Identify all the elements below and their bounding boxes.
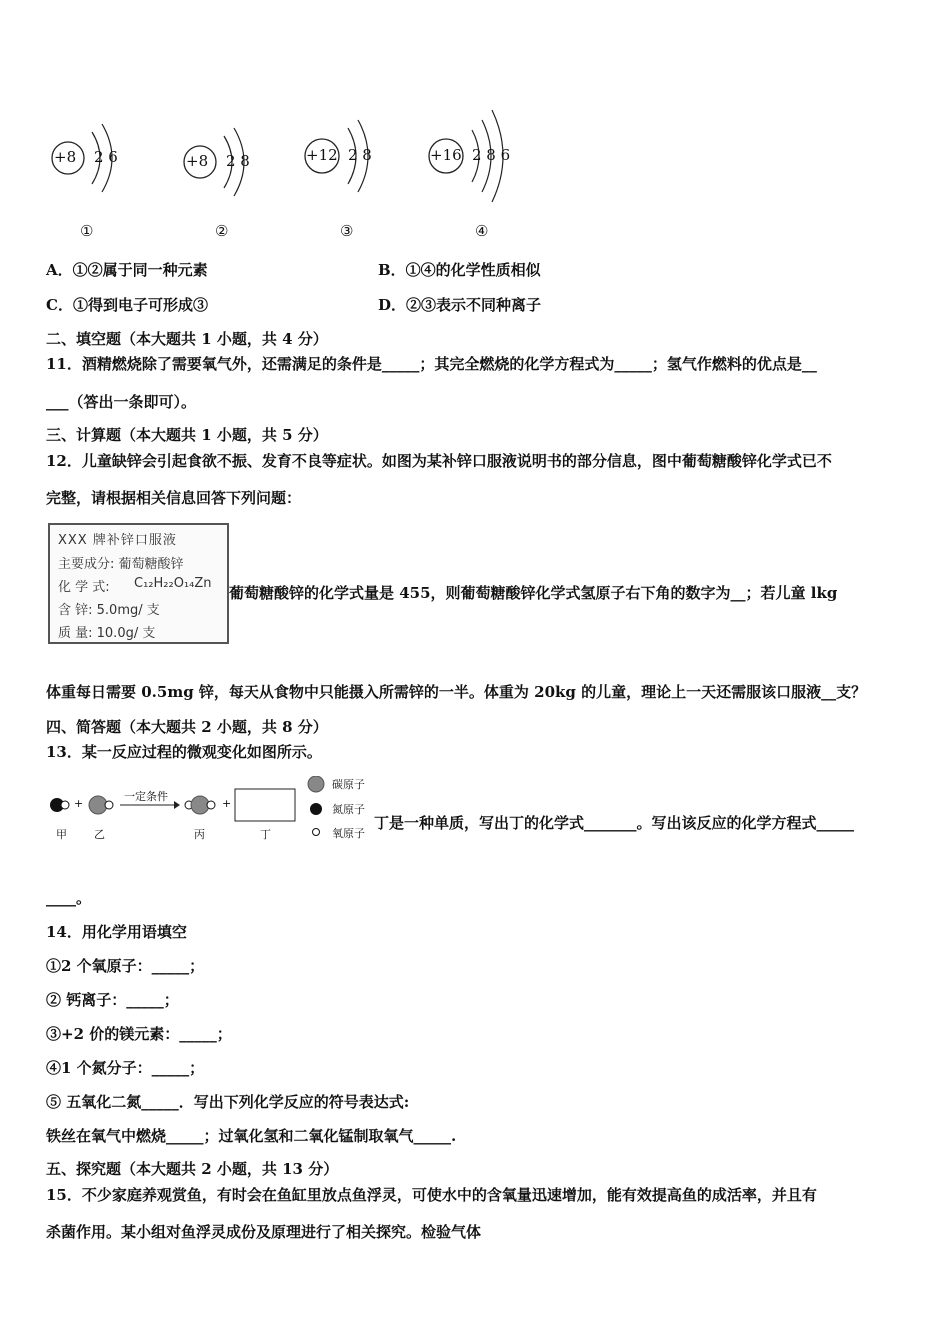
reaction-condition: 一定条件 [124,790,168,803]
option-b: B．①④的化学性质相似 [378,261,541,279]
label-yi: 乙 [94,828,105,841]
atom-4-electrons: 2 8 6 [472,146,511,164]
q14-item-1: ①2 个氧原子：_____； [46,957,205,975]
q13-line-1: 13．某一反应过程的微观变化如图所示。 [46,743,322,761]
atom-diagram-4 [426,106,536,206]
atom-4-nucleus: +16 [430,146,462,164]
section-4-heading: 四、简答题（本大题共 2 小题，共 8 分） [46,718,328,736]
label-title: XXX 牌补锌口服液 [58,533,177,548]
q14-title: 14．用化学用语填空 [46,923,187,941]
q14-item-2: ② 钙离子：_____； [46,991,179,1009]
atom-diagram-3 [302,108,392,202]
label-mass: 质 量: 10.0g/ 支 [58,626,156,641]
q13-side-text: 丁是一种单质，写出丁的化学式_______。写出该反应的化学方程式_____ [374,814,855,832]
q14-item-3: ③+2 价的镁元素：_____； [46,1025,232,1043]
q15-line-2: 杀菌作用。某小组对鱼浮灵成份及原理进行了相关探究。检验气体 [46,1223,482,1241]
q12-line-2: 完整，请根据相关信息回答下列问题： [46,489,302,507]
option-c: C．①得到电子可形成③ [46,296,208,314]
atom-label-4: ④ [475,222,489,240]
label-zinc: 含 锌: 5.0mg/ 支 [58,603,160,618]
q12-side-text: 葡萄糖酸锌的化学式量是 455，则葡萄糖酸锌化学式氢原子右下角的数字为__；若儿童 lkg [229,584,838,602]
atom-2-nucleus: +8 [186,152,209,170]
section-3-heading: 三、计算题（本大题共 1 小题，共 5 分） [46,426,328,444]
atom-label-1: ① [80,222,94,240]
section-5-heading: 五、探究题（本大题共 2 小题，共 13 分） [46,1160,339,1178]
plus-2: + [222,797,232,810]
legend-oxygen: 氧原子 [332,827,365,840]
reaction-diagram [46,776,376,846]
plus-1: + [74,797,84,810]
atom-1-nucleus: +8 [54,148,77,166]
label-ding: 丁 [260,828,271,841]
atom-diagram-1 [50,110,140,204]
atom-2-electrons: 2 8 [226,152,250,170]
q13-line-2: ____。 [46,889,92,907]
q15-line-1: 15．不少家庭养观赏鱼，有时会在鱼缸里放点鱼浮灵，可使水中的含氧量迅速增加，能有效提高鱼的成活率，并且有 [46,1186,817,1204]
atom-3-electrons: 2 8 [348,146,372,164]
atom-diagram-2 [180,114,270,208]
atom-label-3: ③ [340,222,354,240]
label-jia: 甲 [56,828,67,841]
q14-item-4: ④1 个氮分子：_____； [46,1059,205,1077]
section-2-heading: 二、填空题（本大题共 1 小题，共 4 分） [46,330,328,348]
q12-line-1: 12．儿童缺锌会引起食欲不振、发育不良等症状。如图为某补锌口服液说明书的部分信息，图中葡萄糖酸锌化学式已不 [46,452,832,470]
label-formula-key: 化 学 式: [58,580,110,595]
label-ingredient: 主要成分: 葡萄糖酸锌 [58,557,184,572]
option-d: D．②③表示不同种离子 [378,296,542,314]
label-formula: C₁₂H₂₂O₁₄Zn [134,576,212,591]
q11-line-2: ___（答出一条即可）。 [46,393,197,411]
atom-label-2: ② [215,222,229,240]
option-a: A．①②属于同一种元素 [46,261,208,279]
atom-1-electrons: 2 6 [94,148,118,166]
legend-carbon: 碳原子 [332,778,365,791]
q11-line-1: 11．酒精燃烧除了需要氧气外，还需满足的条件是_____；其完全燃烧的化学方程式为_____；氢气作燃料的优点是__ [46,355,817,373]
q12-line-3: 体重每日需要 0.5mg 锌，每天从食物中只能摄入所需锌的一半。体重为 20kg 的儿童，理论上一天还需服该口服液__支？ [46,683,867,701]
legend-nitrogen: 氮原子 [332,803,365,816]
label-bing: 丙 [194,828,205,841]
atom-3-nucleus: +12 [306,146,338,164]
supplement-label-image [48,523,229,644]
q14-item-6: 铁丝在氧气中燃烧_____；过氧化氢和二氧化锰制取氧气_____. [46,1127,457,1145]
q14-item-5: ⑤ 五氧化二氮_____．写出下列化学反应的符号表达式: [46,1093,410,1111]
